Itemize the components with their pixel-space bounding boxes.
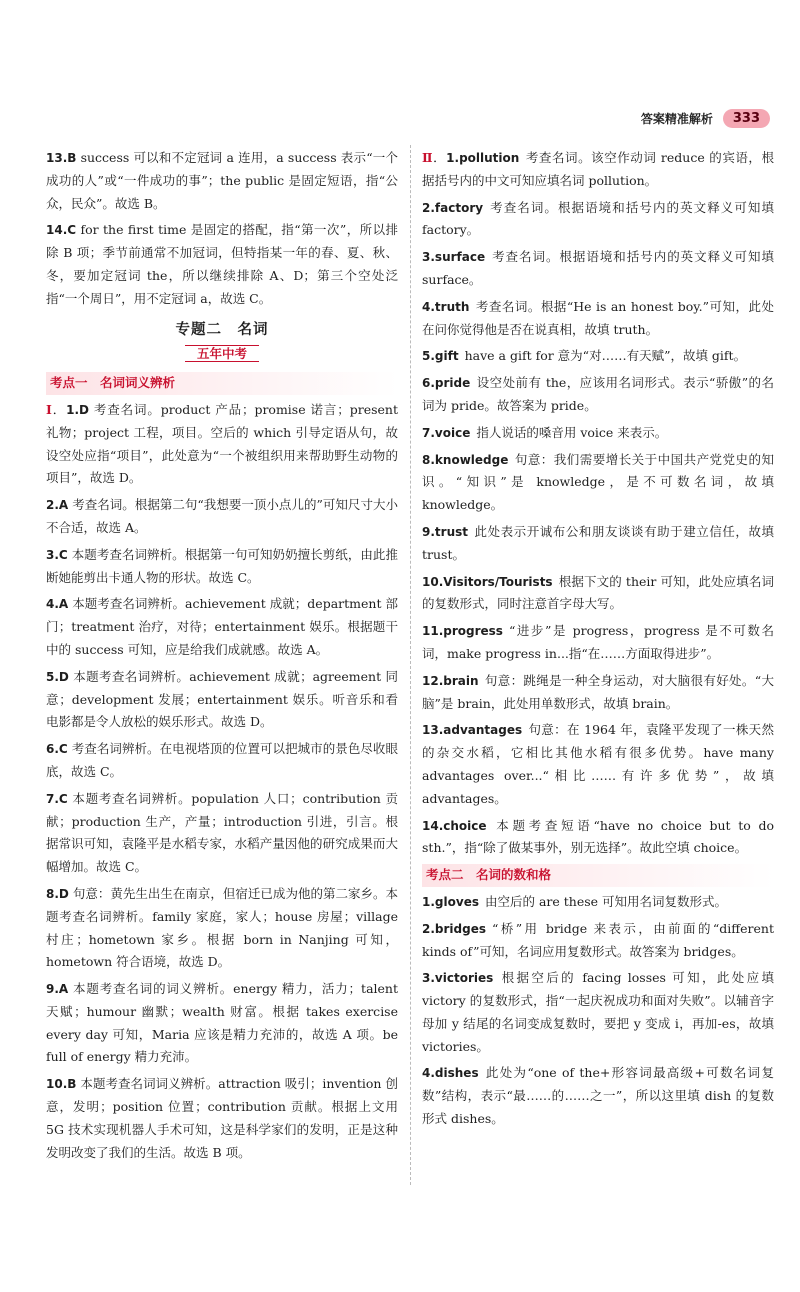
answer-item: 3.C 本题考查名词辨析。根据第一句可知奶奶擅长剪纸，由此推断她能剪出卡通人物的形状。故选 C。 xyxy=(46,546,398,585)
page-header xyxy=(641,106,770,130)
answer-item: 6.C 考查名词辨析。在电视塔顶的位置可以把城市的景色尽收眼底，故选 C。 xyxy=(46,741,398,779)
answer-item: 5.D 本题考查名词辨析。achievement 成就；agreement 同意；development 发展；entertainment 娱乐。听音乐和看电影都是令人放松的娱乐形式。故选 D。 xyxy=(46,668,398,730)
answer-item: 2.bridges “桥”用 bridge 来表示，由前面的“different kinds of”可知，名词应用复数形式。故答案为 bridges。 xyxy=(422,920,774,959)
answer-item: 13.B success 可以和不定冠词 a 连用，a success 表示“一个成功的人”或“一件成功的事”；the public 是固定短语，指“公众，民众”。故选 B。 xyxy=(46,150,398,211)
answer-item: 8.knowledge 句意：我们需要增长关于中国共产党党史的知识。“知识”是 knowledge，是不可数名词，故填 knowledge。 xyxy=(422,451,774,513)
answer-item: Ⅱ．1.pollution 考查名词。该空作动词 reduce 的宾语，根据括号内的中文可知应填名词 pollution。 xyxy=(422,150,774,188)
header-title: 答案精准解析 xyxy=(640,111,713,126)
answer-item: 2.factory 考查名词。根据语境和括号内的英文释义可知填 factory。 xyxy=(422,199,774,238)
answer-item: 7.C 本题考查名词辨析。population 人口；contribution 贡献；production 生产，产量；introduction 引进，引言。根据常识可知，袁隆平是水稻专家，水稻产量因他的研究成果而大幅增加。故选 C。 xyxy=(46,790,398,875)
answer-item: 10.Visitors/Tourists 根据下文的 their 可知，此处应填名词的复数形式，同时注意首字母大写。 xyxy=(422,573,774,612)
answer-item: 4.truth 考查名词。根据“He is an honest boy.”可知，此处在问你觉得他是否在说真相，故填 truth。 xyxy=(422,298,774,337)
roman-numeral: Ⅰ xyxy=(46,401,53,417)
answer-item: 11.progress “进步”是 progress，progress 是不可数名词，make progress in...指“在……方面取得进步”。 xyxy=(422,623,774,661)
answer-item: 5.gift have a gift for 意为“对……有天赋”，故填 gift。 xyxy=(422,348,747,364)
answer-item: 14.C for the first time 是固定的搭配，指“第一次”，所以排除 B 项；季节前通常不加冠词，但特指某一年的春、夏、秋、冬，要加定冠词 the，所以继续排除 A、D；第三个空处泛指“一个周日”，用不定冠词 a，故选 C。 xyxy=(46,222,399,306)
answer-item: 4.A 本题考查名词辨析。achievement 成就；department 部门；treatment 治疗，对待；entertainment 娱乐。根据题干中的 success 可知，应是给我们成就感。故选 A。 xyxy=(46,596,398,657)
kaodian-heading-2: 考点二 名词的数和格 xyxy=(422,864,774,887)
answer-item: 4.dishes 此处为“one of the+形容词最高级+可数名词复数”结构，表示“最……的……之一”，所以这里填 dish 的复数形式 dishes。 xyxy=(422,1065,774,1127)
answer-item: 1.gloves 由空后的 are these 可知用名词复数形式。 xyxy=(422,893,728,909)
answer-item: 6.pride 设空处前有 the，应该用名词形式。表示“骄傲”的名词为 pride。故答案为 pride。 xyxy=(422,375,774,413)
answer-item: 9.trust 此处表示开诚布公和朋友谈谈有助于建立信任，故填 trust。 xyxy=(422,523,774,562)
answer-item: 8.D 句意：黄先生出生在南京，但宿迁已成为他的第二家乡。本题考查名词辨析。family 家庭，家人；house 房屋；village 村庄；hometown 家乡。根据 born in Nanjing 可知，hometown 符合语境，故选 D。 xyxy=(46,885,398,970)
roman-numeral: Ⅱ xyxy=(422,150,434,165)
answer-item: 14.choice 本题考查短语“have no choice but to do sth.”，指“除了做某事外，别无选择”。故此空填 choice。 xyxy=(422,817,774,856)
page-number-badge: 333 xyxy=(723,109,770,128)
answer-item: 12.brain 句意：跳绳是一种全身运动，对大脑很有好处。“大脑”是 brain，此处用单数形式，故填 brain。 xyxy=(422,672,774,711)
section-label: 五年中考 xyxy=(46,343,398,366)
left-column xyxy=(46,147,398,1168)
right-column xyxy=(422,147,774,1135)
column-divider xyxy=(410,145,411,1185)
answer-item: 10.B 本题考查名词词义辨析。attraction 吸引；invention 创意，发明；position 位置；contribution 贡献。根据上文用 5G 技术实现机器人手术可知，这是科学家们的发明，正是这种发明改变了我们的生活。故选 B 项。 xyxy=(46,1076,398,1160)
kaodian-heading-1: 考点一 名词词义辨析 xyxy=(46,372,398,395)
topic-title: 专题二 名词 xyxy=(175,321,269,338)
answer-item: 2.A 考查名词。根据第二句“我想要一顶小点儿的”可知尺寸大小不合适，故选 A。 xyxy=(46,497,398,535)
answer-item: 3.victories 根据空后的 facing losses 可知，此处应填 victory 的复数形式，指“一起庆祝成功和面对失败”。以辅音字母加 y 结尾的名词变成复数时，要把 y 变成 i，再加-es，故填 victories。 xyxy=(422,970,774,1054)
answer-item: 13.advantages 句意：在 1964 年，袁隆平发现了一株天然的杂交水稻，它相比其他水稻有很多优势。have many advantages over...“相比……有许多优势”，故填 advantages。 xyxy=(422,722,774,806)
answer-item: 9.A 本题考查名词的词义辨析。energy 精力，活力；talent 天赋；humour 幽默；wealth 财富。根据 takes exercise every day 可知，Maria 应该是精力充沛的，故选 A 项。be full of energy 精力充沛。 xyxy=(46,981,398,1065)
answer-item: 7.voice 指人说话的嗓音用 voice 来表示。 xyxy=(422,424,668,440)
answer-item: Ⅰ．1.D 考查名词。product 产品；promise 诺言；present 礼物；project 工程，项目。空后的 which 引导定语从句，故设空处应指“项目”，此处意为“一个被组织用来帮助野生动物的项目”，故选 D。 xyxy=(46,401,398,486)
answer-item: 3.surface 考查名词。根据语境和括号内的英文释义可知填 surface。 xyxy=(422,249,774,287)
